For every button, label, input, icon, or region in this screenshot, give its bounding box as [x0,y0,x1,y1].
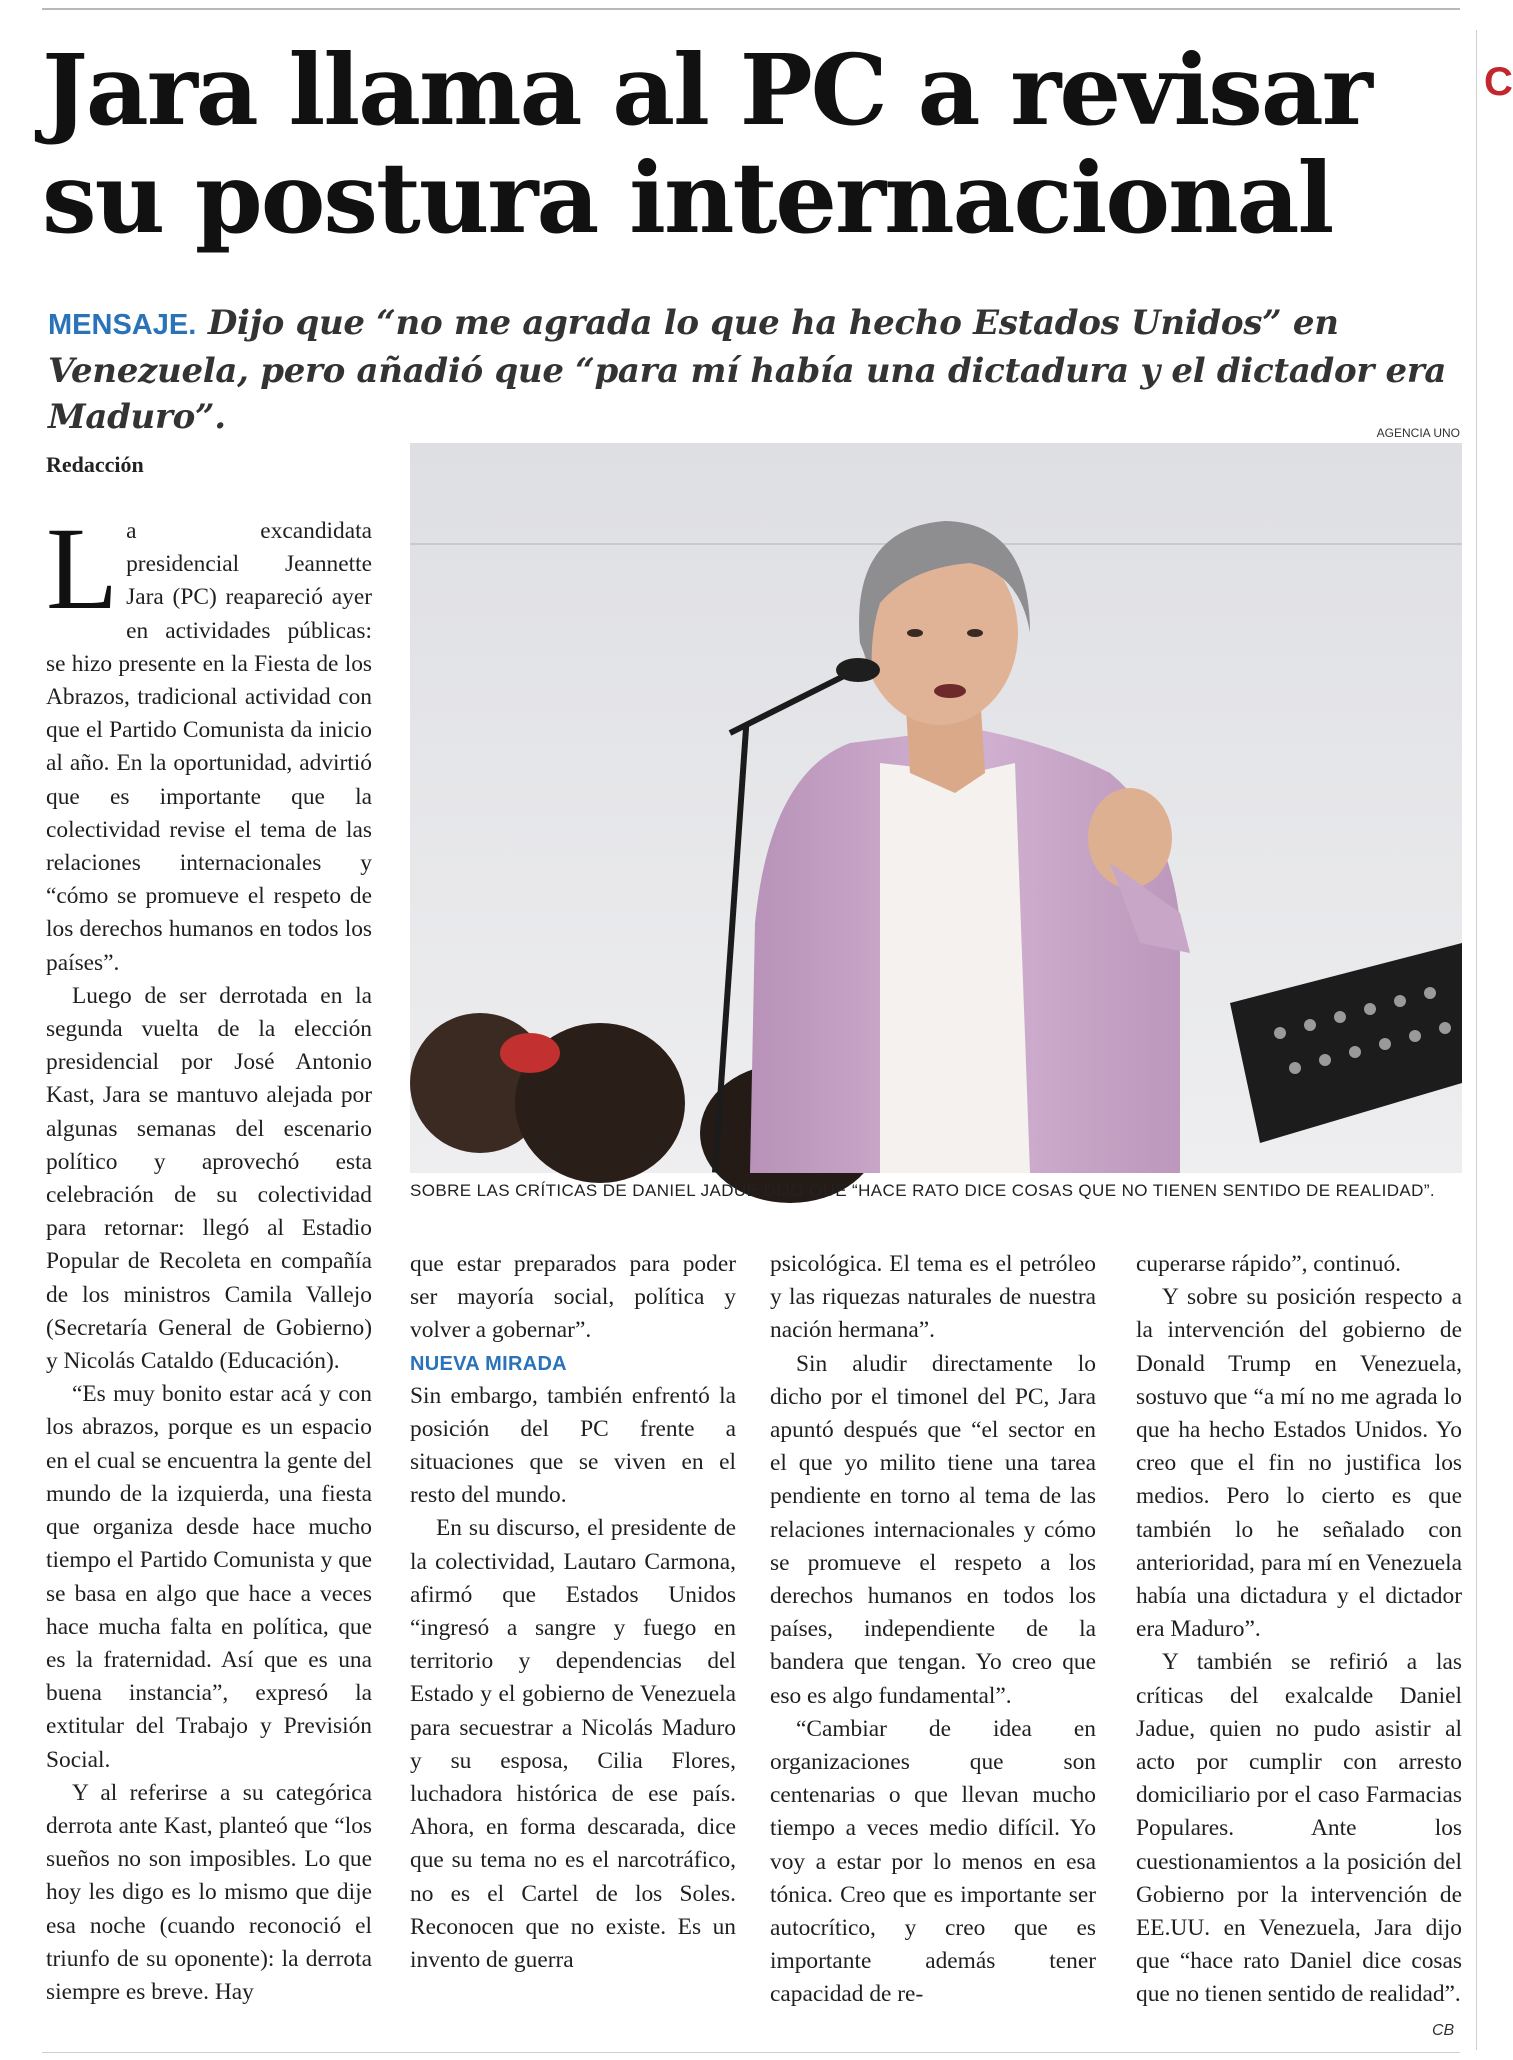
byline: Redacción [46,452,144,477]
paragraph: Y también se refirió a las críticas del exalcalde Daniel Jadue, quien no pudo asistir al acto por cumplir con arresto domiciliario por el caso Farmacias Populares. Ante los cuestionamientos a la posición del Gobierno por la intervención de EE.UU. en Venezuela, Jara dijo que “hace rato Daniel dice cosas que no tienen sentido de realidad”. [1136,1649,1462,2008]
top-rule [42,8,1460,10]
headline-line-1: Jara llama al PC a revisar [42,33,1371,147]
paragraph: En su discurso, el presidente de la colectividad, Lautaro Carmona, afirmó que Estados Unidos “ingresó a sangre y fuego en territorio y dependencias del Estado y el gobierno de Venezuela para secuestrar a Nicolás Maduro y su esposa, Cilia Flores, luchadora histórica de ese país. Ahora, en forma descarada, dice que su tema no es el narcotráfico, no es el Cartel de los Soles. Reconocen que no existe. Es un invento de guerra [410,1515,736,1974]
paragraph: “Cambiar de idea en organizaciones que son centenarias o que llevan mucho tiempo a veces medio difícil. Yo voy a estar por lo menos en esa tónica. Creo que es importante ser autocrítico, y creo que es importante además tener capacidad de re- [770,1715,1096,2008]
headline-line-2: su postura internacional [42,141,1333,255]
end-mark: CB [1432,2022,1455,2039]
deck-text: Dijo que “no me agrada lo que ha hecho Estados Unidos” en Venezuela, pero añadió que “para mí había una dictadura y el dictador era Maduro”. [48,303,1447,437]
photo-credit: AGENCIA UNO [1376,426,1460,440]
paragraph: cuperarse rápido”, continuó. [1136,1251,1401,1277]
paragraph: “Es muy bonito estar acá y con los abrazos, porque es un espacio en el cual se encuentra la gente del mundo de la izquierda, una fiesta que organiza desde hace mucho tiempo el Partido Comunista y que se basa en algo que hace a veces hace mucha falta en política, que es la fraternidad. Así que es una buena instancia”, expresó la extitular del Trabajo y Previsión Social. [46,1381,372,1773]
speaker-illustration [410,443,1462,1173]
paragraph: que estar preparados para poder ser mayoría social, política y volver a gobernar”. [410,1251,736,1344]
headline [42,33,1462,255]
adjacent-article-edge: C [1484,60,1513,104]
article-column-1 [46,503,372,2009]
article-column-3 [770,1248,1096,2012]
article-photo [410,443,1462,1173]
deck-kicker: MENSAJE. [48,309,197,341]
paragraph: Y sobre su posición respecto a la intervención del gobierno de Donald Trump en Venezuela, sostuvo que “a mí no me agrada lo que ha hecho Estados Unidos. Yo creo que el fin no justifica los medios. Pero lo cierto es que también lo he señalado con anterioridad, para mí en Venezuela había una dictadura y el dictador era Maduro”. [1136,1284,1462,1643]
paragraph [46,503,372,980]
photo-caption: SOBRE LAS CRÍTICAS DE DANIEL JADUE DIJO QUE “HACE RATO DICE COSAS QUE NO TIENEN SENTIDO DE REALIDAD”. [410,1181,1436,1200]
paragraph-text: a excandidata presidencial Jeannette Jara (PC) reapareció ayer en actividades públicas: se hizo presente en la Fiesta de los Abrazos, tradicional actividad con que el Partido Comunista da inicio al año. En la oportunidad, advirtió que es importante que la colectividad revise el tema de las relaciones internacionales y “cómo se promueve el respeto de los derechos humanos en todos los países”. [46,518,372,976]
bottom-rule [42,2052,1460,2053]
section-subhead: NUEVA MIRADA [410,1352,567,1375]
drop-cap: L [46,503,119,634]
paragraph: Sin aludir directamente lo dicho por el timonel del PC, Jara apuntó después que “el sector en el que yo milito tiene una tarea pendiente en torno al tema de las relaciones internacionales y cómo se promueve el respeto a los derechos humanos en todos los países, independiente de la bandera que tengan. Yo creo que eso es algo fundamental”. [770,1350,1096,1709]
paragraph: psicológica. El tema es el petróleo y las riquezas naturales de nuestra nación hermana”. [770,1251,1096,1344]
article-column-4 [1136,1248,1462,2012]
paragraph: Y al referirse a su categórica derrota ante Kast, planteó que “los sueños no son imposibles. Lo que hoy les digo es lo mismo que dije esa noche (cuando reconoció el triunfo de su oponente): la derrota siempre es breve. Hay [46,1779,372,2005]
deck [48,300,1468,440]
article-column-2 [410,1248,736,1977]
paragraph: Sin embargo, también enfrentó la posición del PC frente a situaciones que se viven en el resto del mundo. [410,1382,736,1509]
column-divider [1476,30,1477,2050]
paragraph: Luego de ser derrotada en la segunda vuelta de la elección presidencial por José Antonio Kast, Jara se mantuvo alejada por algunas semanas del escenario político y aprovechó esta celebración de su colectividad para retornar: llegó al Estadio Popular de Recoleta en compañía de los ministros Camila Vallejo (Secretaría General de Gobierno) y Nicolás Cataldo (Educación). [46,982,372,1375]
